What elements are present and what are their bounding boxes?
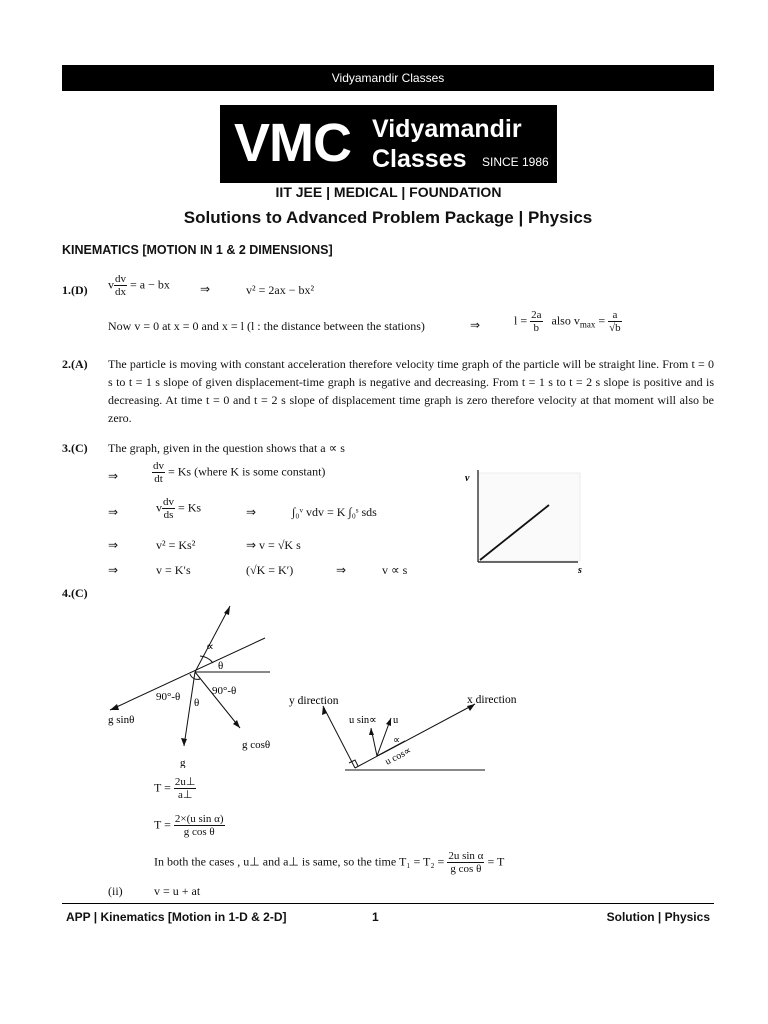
gcos-arrow (195, 672, 240, 728)
q3-row4a: v = K′s (156, 563, 191, 577)
q1-eq1-den: dx (115, 286, 126, 298)
q1-eq3-den: b (533, 322, 540, 334)
footer-right: Solution | Physics (606, 910, 710, 924)
q4-T1-num: 2u⊥ (174, 776, 196, 788)
q1-eq1-num: dv (115, 273, 126, 285)
q4-incline-figure (100, 598, 280, 768)
logo-mark: VMC (234, 113, 351, 173)
page-title: Solutions to Advanced Problem Package | Physics (183, 208, 593, 227)
fig-theta2: θ (194, 697, 200, 709)
incline-line (110, 638, 265, 710)
fig-ucos: u cos∝ (383, 745, 414, 768)
v-vs-s-graph (460, 465, 590, 577)
fig-g: g (180, 757, 186, 768)
fig-theta1: θ (218, 660, 224, 672)
fig-gsin: g sinθ (108, 714, 135, 726)
q4-T2 (154, 813, 225, 838)
arrowhead (181, 738, 187, 746)
graph-x-label: s (578, 565, 582, 576)
q1-line2: Now v = 0 at x = 0 and x = l (l : the distance between the stations) (108, 319, 425, 333)
q1-eq4-frac (608, 309, 622, 334)
vmc-logo (220, 105, 557, 183)
arrowhead (224, 606, 230, 615)
q3-r2-den: ds (163, 509, 174, 521)
footer-page-number: 1 (372, 910, 379, 924)
header-bar: Vidyamandir Classes (62, 65, 714, 91)
q3-row3b: ⇒ v = √K s (246, 538, 301, 552)
arrowhead (322, 706, 327, 715)
footer-divider (62, 903, 714, 904)
q2-text: The particle is moving with constant acceleration therefore velocity time graph of the particle will be straight line. From t = 0 s to t = 1 s slope of given displacement-time graph is negative and decreasing. From t = 1 s to t = 2 s slope is positive and is decreasing. At time t = 0 and t = 2 s slope of displacement time graph is zero therefore velocity at that moment will also be zero. (108, 357, 714, 425)
q3-r1-frac (152, 460, 165, 485)
fig-angle-right: 90°-θ (212, 685, 237, 697)
fig-xdir: x direction (467, 694, 517, 706)
q1-eq1-pre: v (108, 277, 114, 292)
implies-arrow: ⇒ (108, 538, 119, 552)
implies-arrow: ⇒ (200, 282, 211, 296)
fig-ydir: y direction (289, 695, 339, 707)
fig-usin: u sin∝ (349, 715, 377, 726)
q3-r2-pre: v (156, 500, 162, 515)
q1-vmax-sub: max (579, 319, 596, 330)
logo-name-line2: Classes (372, 145, 467, 173)
q3-r1-den: dt (154, 473, 163, 485)
q3-row3a: v² = Ks² (156, 538, 196, 552)
footer-left: APP | Kinematics [Motion in 1-D & 2-D] (66, 910, 287, 924)
q4-T2-num: 2×(u sin α) (174, 813, 224, 825)
implies-arrow: ⇒ (470, 318, 481, 332)
fig-angle-left: 90°-θ (156, 691, 181, 703)
fig-alpha: ∝ (206, 641, 214, 653)
q1-eq3: l = $\frac{2a}{b}$ also $v_{max}$ = $\frac{a}{√b}$ (514, 309, 621, 334)
q1-eq1-post: = a − bx (130, 277, 170, 292)
q4-T1-den: a⊥ (177, 789, 193, 801)
q3-r2-frac (162, 496, 175, 521)
q3-row2 (156, 496, 201, 521)
arrowhead (386, 718, 391, 726)
g-arrow (184, 672, 195, 746)
q4-ii-label: (ii) (108, 884, 123, 898)
q4-T1-lhs: T = (154, 780, 171, 795)
q3-row4b: (√K = K′) (246, 563, 294, 577)
q1-eq4-num: a (608, 309, 622, 322)
q4-both-cases (154, 850, 504, 875)
q3-r1-num: dv (153, 460, 164, 472)
q4-both-text: In both the cases , u⊥ and a⊥ is same, so the time T₁ = T₂ = (154, 854, 445, 869)
q4-T2-lhs: T = (154, 817, 171, 832)
q1-eq1-frac (114, 273, 127, 298)
q3-r1-post: = Ks (where K is some constant) (168, 464, 326, 479)
q3-integral: ∫₀ᵛ vdv = K ∫₀ˢ sds (292, 505, 377, 519)
q1-eq4-den: √b (609, 322, 621, 334)
q1-eq3-frac (530, 309, 542, 334)
fig-alpha2: ∝ (393, 735, 401, 746)
q4-both-num: 2u sin α (448, 850, 484, 862)
implies-arrow: ⇒ (108, 563, 119, 577)
arrowhead (110, 704, 119, 710)
implies-arrow: ⇒ (108, 505, 119, 519)
q3-line1: The graph, given in the question shows that a ∝ s (108, 441, 345, 455)
q3-number: 3.(C) (62, 441, 88, 455)
q4-T2-den: g cos θ (183, 826, 215, 838)
logo-since: SINCE 1986 (482, 155, 549, 169)
q4-axes-figure (285, 688, 535, 773)
q4-T1 (154, 776, 196, 801)
section-heading: KINEMATICS [MOTION IN 1 & 2 DIMENSIONS] (62, 243, 333, 257)
q3-r2-post: = Ks (178, 500, 202, 515)
graph-y-label: v (465, 473, 470, 484)
fig-u: u (393, 715, 399, 726)
q1-eq3-num: 2a (531, 309, 542, 321)
q4-ii-eq: v = u + at (154, 884, 201, 898)
graph-background (478, 473, 580, 561)
q1-eq2: v² = 2ax − bx² (246, 283, 315, 297)
q4-both-post: = T (487, 854, 505, 869)
q4-both-frac (447, 850, 484, 875)
implies-arrow: ⇒ (336, 563, 347, 577)
q4-both-den: g cos θ (450, 863, 482, 875)
implies-arrow: ⇒ (246, 505, 257, 519)
q4-T2-frac (174, 813, 225, 838)
logo-tagline: IIT JEE | MEDICAL | FOUNDATION (275, 184, 502, 200)
logo-name-line1: Vidyamandir (372, 115, 522, 143)
implies-arrow: ⇒ (108, 469, 119, 483)
q3-r2-num: dv (163, 496, 174, 508)
q1-eq1 (108, 273, 170, 298)
q3-row4c: v ∝ s (382, 563, 408, 577)
q3-row1 (152, 460, 325, 485)
q1-eq3-pre: l = (514, 313, 528, 328)
q1-number: 1.(D) (62, 283, 88, 297)
q1-also: also v (551, 313, 580, 328)
q4-number: 4.(C) (62, 586, 88, 600)
q4-T1-frac (174, 776, 197, 801)
q2-number: 2.(A) (62, 357, 88, 371)
fig-gcos: g cosθ (242, 739, 271, 751)
